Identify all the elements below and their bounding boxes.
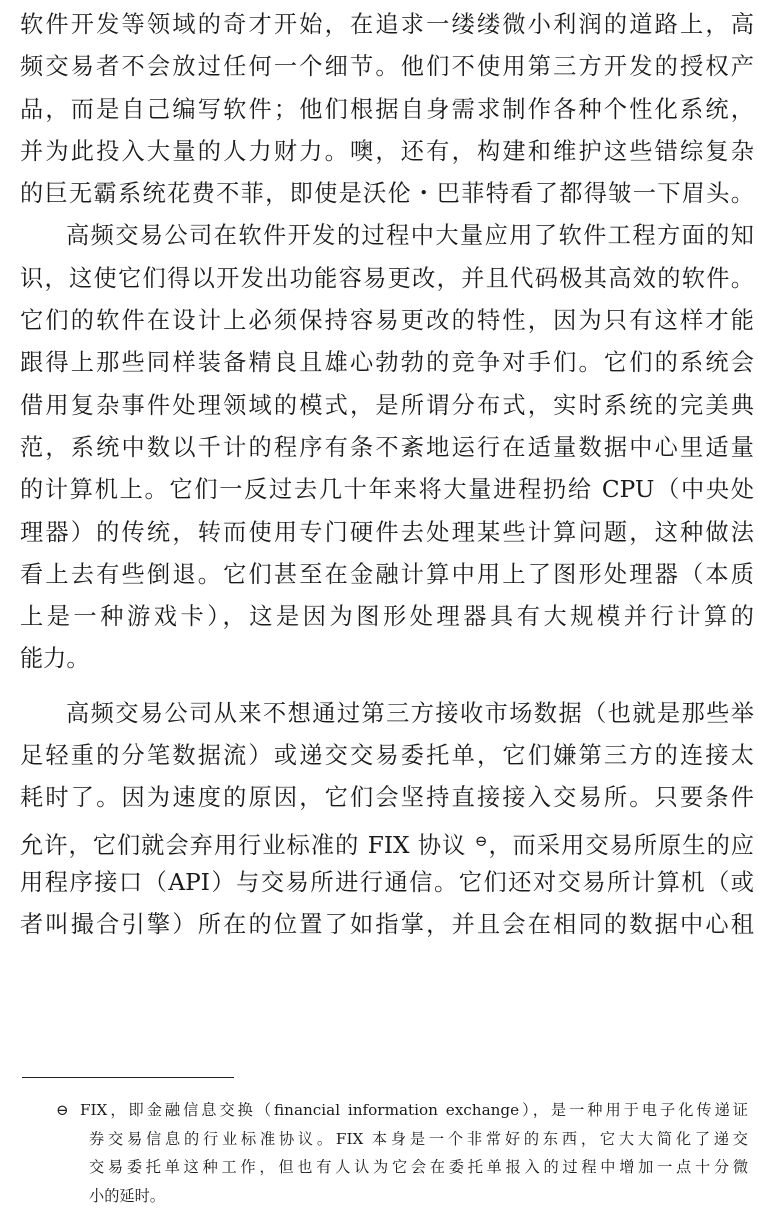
- footnote-reference[interactable]: ⊖: [474, 831, 488, 850]
- text-line: 用程序接口（API）与交易所进行通信。它们还对交易所计算机（或: [20, 868, 754, 896]
- footnote-line: [56, 1096, 748, 1125]
- text-line: 理器）的传统，转而使用专门硬件去处理某些计算问题，这种做法: [20, 518, 754, 546]
- text-line: 范，系统中数以千计的程序有条不紊地运行在适量数据中心里适量: [20, 433, 754, 461]
- footnote-divider: [22, 1077, 234, 1078]
- text-line: 高频交易公司从来不想通过第三方接收市场数据（也就是那些举: [66, 699, 754, 727]
- text-line: 看上去有些倒退。它们甚至在金融计算中用上了图形处理器（本质: [20, 560, 754, 588]
- text-line: 软件开发等领域的奇才开始，在追求一缕缕微小利润的道路上，高: [20, 11, 754, 38]
- footnote-text: FIX，即金融信息交换（financial information exchange），是一种用于电子化传递证: [80, 1101, 748, 1119]
- text-line: 识，这使它们得以开发出功能容易更改，并且代码极其高效的软件。: [20, 264, 754, 292]
- text-line: 它们的软件在设计上必须保持容易更改的特性，因为只有这样才能: [20, 307, 754, 335]
- text-line-with-footnote-ref: [20, 820, 754, 862]
- text-line: 者叫撮合引擎）所在的位置了如指掌，并且会在相同的数据中心租: [20, 911, 754, 939]
- text-line: 上是一种游戏卡），这是因为图形处理器具有大规模并行计算的: [20, 603, 754, 631]
- text-line: 的计算机上。它们一反过去几十年来将大量进程扔给 CPU（中央处: [20, 476, 754, 504]
- paragraph-gap: [20, 681, 754, 693]
- text-line: 高频交易公司在软件开发的过程中大量应用了软件工程方面的知: [66, 222, 754, 250]
- text-line: 跟得上那些同样装备精良且雄心勃勃的竞争对手们。它们的系统会: [20, 349, 754, 377]
- footnote-line: 券交易信息的行业标准协议。FIX 本身是一个非常好的东西，它大大简化了递交: [89, 1129, 748, 1148]
- text-line: 并为此投入大量的人力财力。噢，还有，构建和维护这些错综复杂: [20, 137, 754, 165]
- text-line: 的巨无霸系统花费不菲，即使是沃伦・巴菲特看了都得皱一下眉头。: [20, 180, 754, 208]
- text-segment: 允许，它们就会弃用行业标准的 FIX 协议: [20, 831, 467, 859]
- paragraph-2: [20, 215, 754, 680]
- text-line: 借用复杂事件处理领域的模式，是所谓分布式，实时系统的完美典: [20, 391, 754, 419]
- footnote: [58, 1096, 748, 1210]
- text-line: 耗时了。因为速度的原因，它们会坚持直接接入交易所。只要条件: [20, 784, 754, 812]
- footnote-line: 小的延时。: [89, 1186, 165, 1205]
- text-line: 品，而是自己编写软件；他们根据自身需求制作各种个性化系统，: [20, 95, 754, 123]
- paragraph-1: [20, 4, 754, 215]
- text-line: 频交易者不会放过任何一个细节。他们不使用第三方开发的授权产: [20, 53, 754, 81]
- text-line: 能力。: [20, 645, 90, 673]
- footnote-line: 交易委托单这种工作，但也有人认为它会在委托单报入的过程中增加一点十分微: [89, 1158, 748, 1176]
- text-line: 足轻重的分笔数据流）或递交交易委托单，它们嫌第三方的连接太: [20, 742, 754, 770]
- body-text: [20, 4, 754, 947]
- paragraph-3: [20, 693, 754, 947]
- text-segment: ，而采用交易所原生的应: [487, 831, 754, 859]
- footnote-symbol: ⊖: [56, 1101, 69, 1119]
